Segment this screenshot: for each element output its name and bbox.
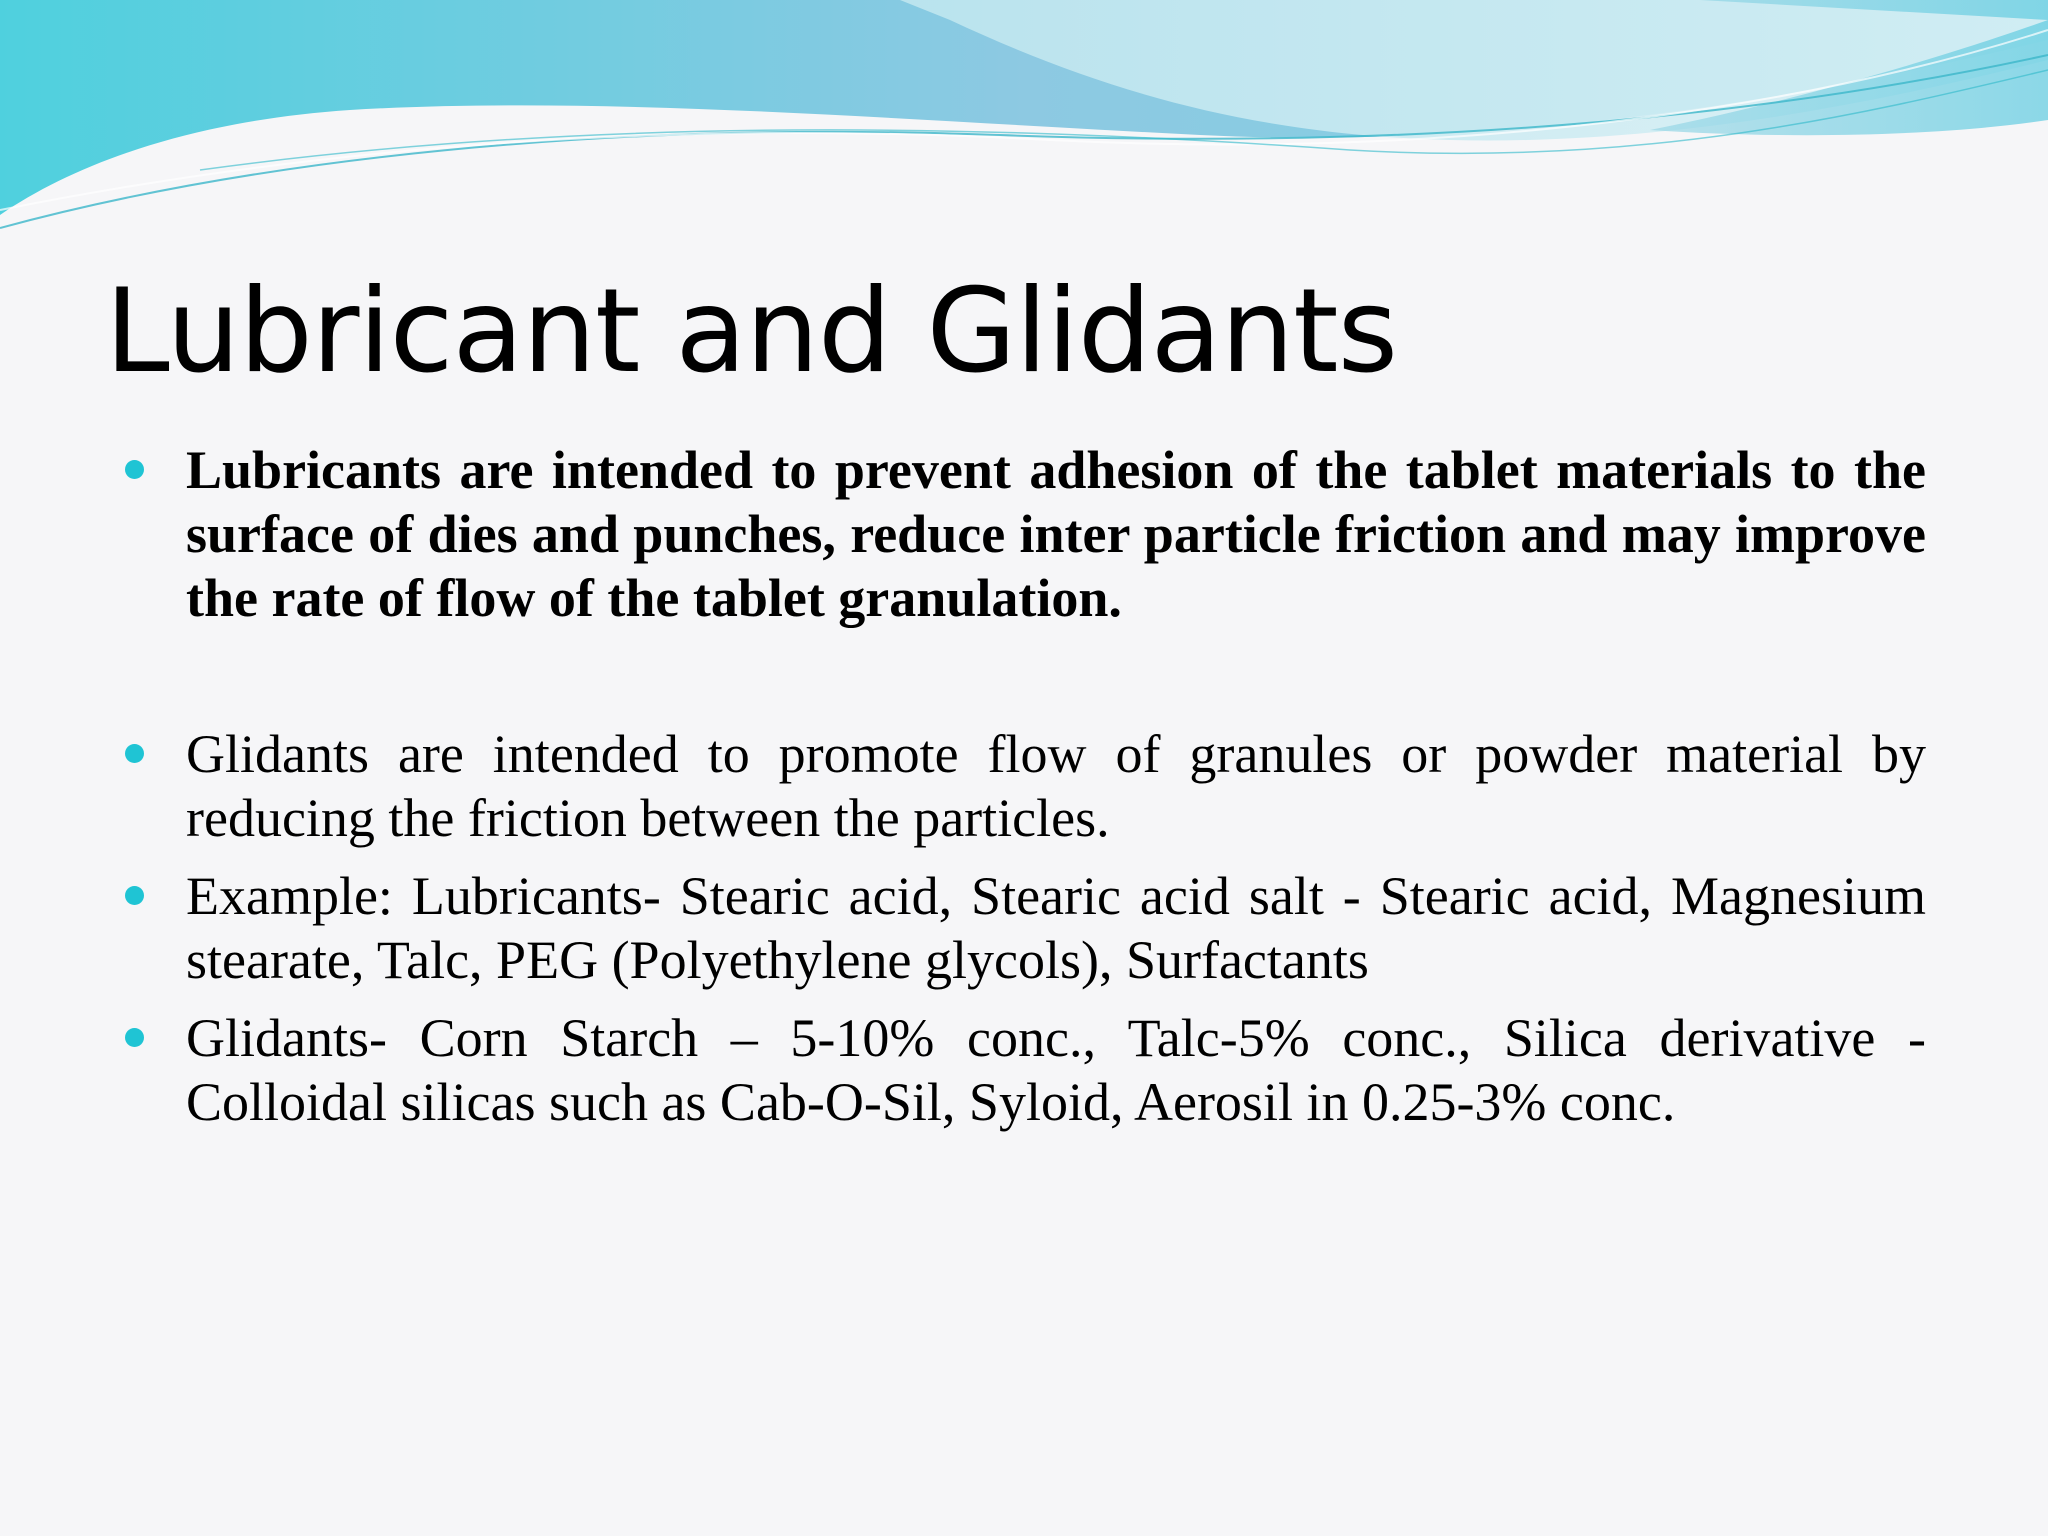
bullet-text: Glidants are intended to promote flow of granules or powder material by reducing the friction between the particles. <box>186 724 1926 848</box>
bullet-lubricants-definition <box>120 438 1926 630</box>
bullet-text: Glidants- Corn Starch – 5-10% conc., Talc-5% conc., Silica derivative - Colloidal silicas such as Cab-O-Sil, Syloid, Aerosil in 0.25-3% conc. <box>186 1008 1926 1132</box>
bullet-dot-icon <box>125 744 144 763</box>
bullet-list <box>120 438 1926 1148</box>
bullet-dot-icon <box>125 886 144 905</box>
bullet-lubricant-examples <box>120 864 1926 992</box>
decorative-wave-header <box>0 0 2048 240</box>
bullet-glidant-examples <box>120 1006 1926 1134</box>
bullet-text: Lubricants are intended to prevent adhesion of the tablet materials to the surface of dies and punches, reduce inter particle friction and may improve the rate of flow of the tablet granulation. <box>186 440 1926 628</box>
bullet-glidants-definition <box>120 722 1926 850</box>
bullet-text: Example: Lubricants- Stearic acid, Stearic acid salt - Stearic acid, Magnesium stearate, Talc, PEG (Polyethylene glycols), Surfactants <box>186 866 1926 990</box>
bullet-dot-icon <box>125 460 144 479</box>
slide-title: Lubricant and Glidants <box>105 264 1398 399</box>
bullet-dot-icon <box>125 1028 144 1047</box>
